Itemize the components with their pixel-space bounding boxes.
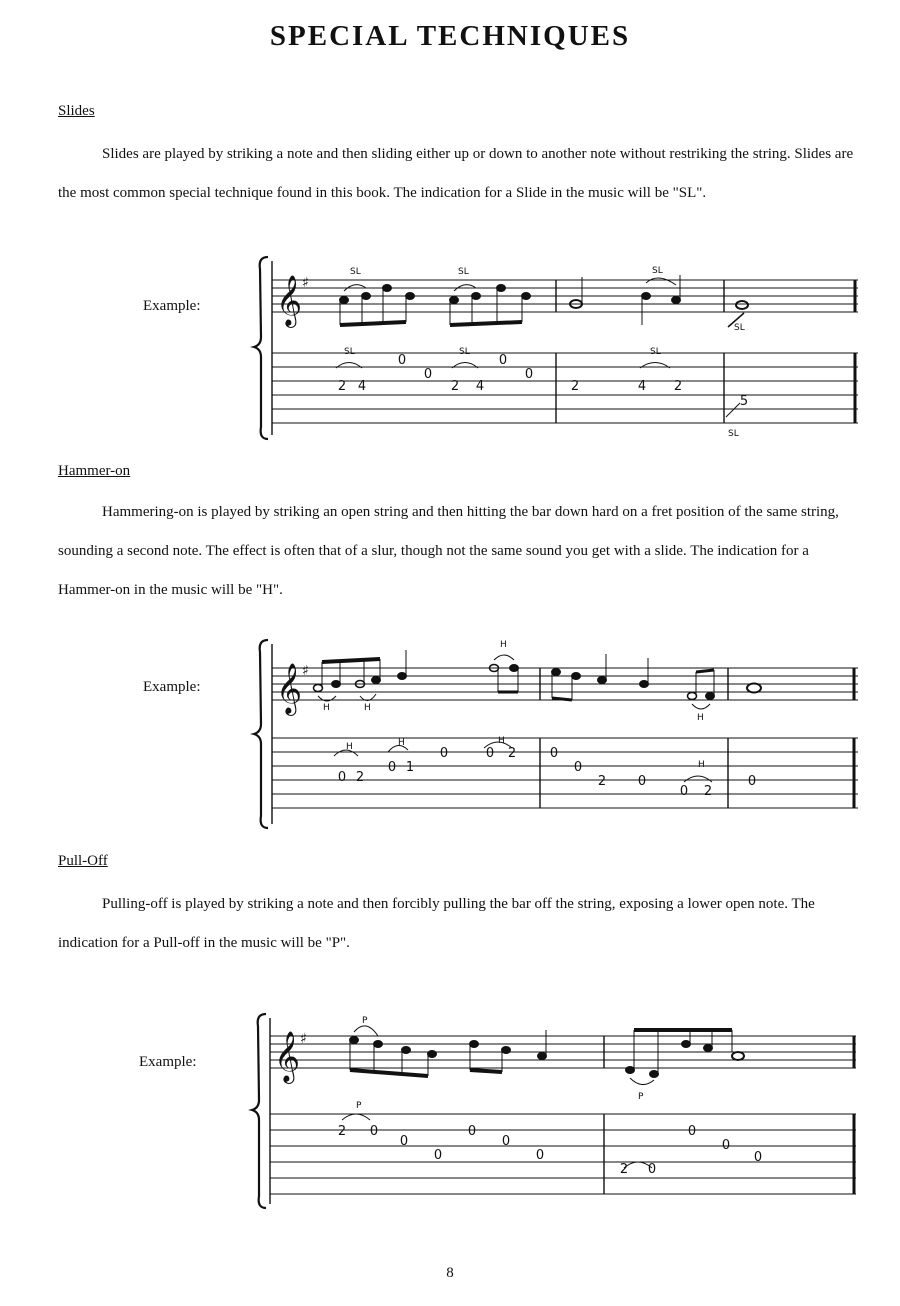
page-number: 8	[446, 1265, 454, 1281]
tab-number: 0	[423, 367, 433, 382]
tab-number: 0	[753, 1150, 763, 1165]
paragraph-hammer-on: Hammering-on is played by striking an open string and then hitting the bar down hard on a fret position of the same string, sounding a second note. The effect is often that of a slur, though not the same sound you get with a slide. The indication for a Hammer-on in the music will be "H".	[58, 504, 839, 598]
tab-number: 0	[467, 1124, 477, 1139]
technique-mark: SL	[652, 266, 663, 276]
technique-mark: P	[638, 1092, 644, 1102]
technique-mark: SL	[728, 429, 739, 439]
music-example-pull-off	[256, 1010, 861, 1215]
tab-number: 0	[573, 760, 583, 775]
example-label-pull-off: Example:	[139, 1054, 197, 1070]
technique-mark: SL	[458, 267, 469, 277]
treble-clef-icon: 𝄞	[276, 275, 303, 326]
technique-mark: H	[364, 703, 371, 713]
tab-number: 0	[647, 1162, 657, 1177]
technique-mark: SL	[459, 347, 470, 357]
tab-number: 0	[549, 746, 559, 761]
example-label-slides: Example:	[143, 298, 201, 314]
page-title: SPECIAL TECHNIQUES	[269, 20, 631, 52]
technique-mark: H	[323, 703, 330, 713]
technique-mark: P	[356, 1101, 362, 1111]
tab-number: 0	[637, 774, 647, 789]
section-heading-pull-off: Pull-Off	[58, 853, 108, 869]
tab-number: 0	[524, 367, 534, 382]
paragraph-pull-off: Pulling-off is played by striking a note and then forcibly pulling the bar off the string, exposing a lower open note. The indication for a Pull-off in the music will be "P".	[58, 896, 815, 951]
tab-number: 4	[475, 379, 485, 394]
treble-clef-icon: 𝄞	[276, 663, 303, 714]
technique-mark: SL	[344, 347, 355, 357]
example-label-hammer-on: Example:	[143, 679, 201, 695]
tab-number: 0	[687, 1124, 697, 1139]
paragraph-slides: Slides are played by striking a note and then sliding either up or down to another note without restriking the string. Slides are the most common special technique found in this book. The indication for a Slide in the music will be "SL".	[58, 146, 854, 201]
tab-number: 2	[337, 379, 347, 394]
technique-mark: H	[698, 760, 705, 770]
tab-number: 0	[747, 774, 757, 789]
section-heading-hammer-on: Hammer-on	[58, 463, 131, 479]
technique-mark: SL	[650, 347, 661, 357]
tab-number: 0	[399, 1134, 409, 1149]
sharp-icon: ♯	[302, 275, 309, 291]
tab-number: 0	[369, 1124, 379, 1139]
tab-number: 4	[637, 379, 647, 394]
tab-number: 2	[570, 379, 580, 394]
tab-number: 1	[405, 760, 415, 775]
tab-number: 0	[337, 770, 347, 785]
tab-number: 0	[433, 1148, 443, 1163]
technique-mark: H	[697, 713, 704, 723]
tab-number: 2	[450, 379, 460, 394]
tab-number: 0	[535, 1148, 545, 1163]
technique-mark: SL	[734, 323, 745, 333]
technique-mark: H	[500, 640, 507, 650]
tab-number: 2	[597, 774, 607, 789]
sharp-icon: ♯	[300, 1031, 307, 1047]
tab-number: 2	[355, 770, 365, 785]
technique-mark: H	[398, 738, 405, 748]
tab-number: 0	[397, 353, 407, 368]
tab-number: 0	[501, 1134, 511, 1149]
tab-number: 0	[498, 353, 508, 368]
technique-mark: H	[498, 736, 505, 746]
technique-mark: H	[346, 742, 353, 752]
music-example-slides	[258, 255, 863, 445]
sharp-icon: ♯	[302, 663, 309, 679]
tab-number: 0	[679, 784, 689, 799]
tab-number: 2	[673, 379, 683, 394]
tab-number: 0	[387, 760, 397, 775]
technique-mark: SL	[350, 267, 361, 277]
tab-number: 0	[721, 1138, 731, 1153]
tab-number: 4	[357, 379, 367, 394]
tab-number: 2	[507, 746, 517, 761]
music-example-hammer-on	[258, 636, 863, 836]
tab-number: 5	[739, 394, 749, 409]
treble-clef-icon: 𝄞	[274, 1031, 301, 1082]
tab-number: 0	[485, 746, 495, 761]
tab-number: 2	[619, 1162, 629, 1177]
technique-mark: P	[362, 1016, 368, 1026]
tab-number: 0	[439, 746, 449, 761]
tab-number: 2	[337, 1124, 347, 1139]
section-heading-slides: Slides	[58, 103, 95, 119]
tab-number: 2	[703, 784, 713, 799]
